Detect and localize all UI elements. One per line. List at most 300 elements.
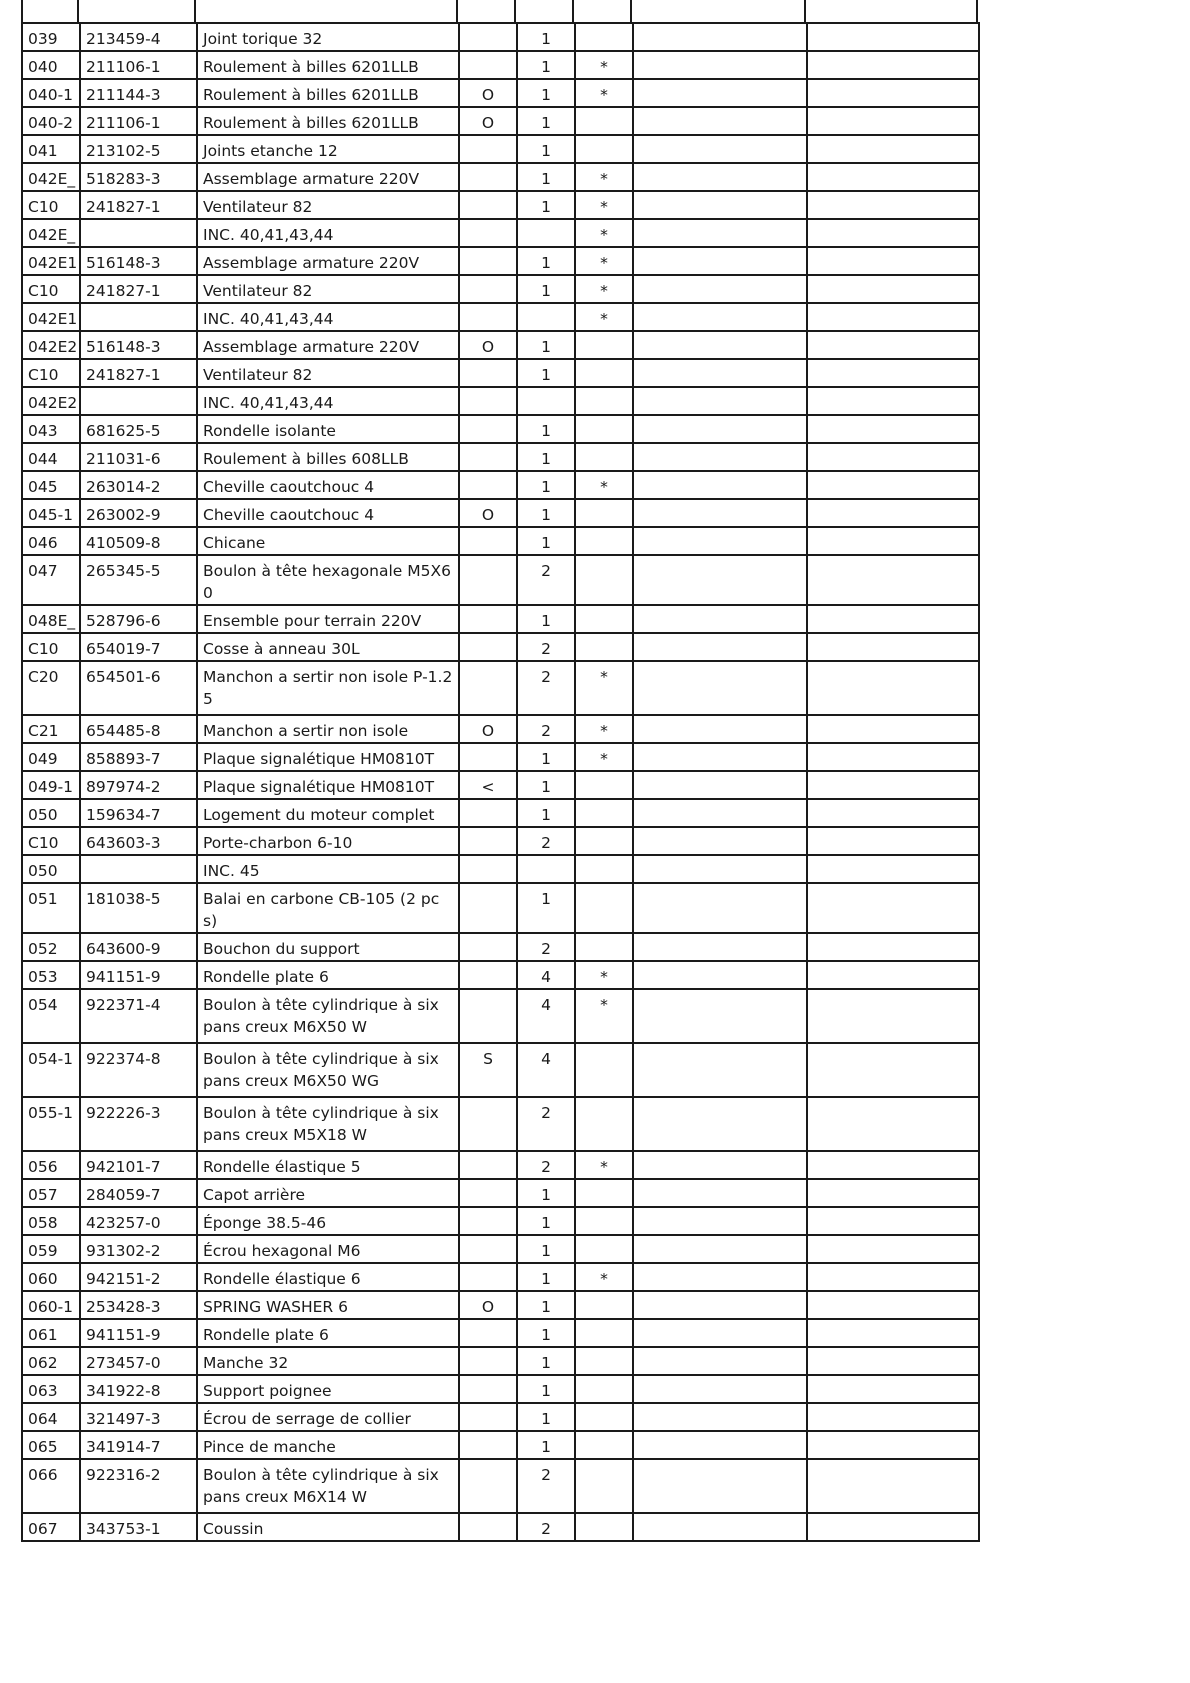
blank-cell-1 (633, 443, 807, 471)
description-cell: Cosse à anneau 30L (197, 633, 459, 661)
part-number-cell (80, 303, 197, 331)
table-row (22, 989, 979, 1043)
part-number-cell: 343753-1 (80, 1513, 197, 1541)
mark-cell (575, 855, 633, 883)
quantity-cell: 1 (517, 443, 575, 471)
mark-cell (575, 633, 633, 661)
description-cell: Cheville caoutchouc 4 (197, 499, 459, 527)
blank-cell-2 (807, 191, 979, 219)
table-row (22, 135, 979, 163)
mark-cell: * (575, 79, 633, 107)
note-cell (459, 51, 517, 79)
blank-cell-2 (807, 135, 979, 163)
quantity-cell: 1 (517, 1263, 575, 1291)
table-row (22, 1291, 979, 1319)
table-row (22, 555, 979, 605)
table-row (22, 247, 979, 275)
item-number-cell: 040-1 (22, 79, 80, 107)
blank-cell-2 (807, 23, 979, 51)
table-row (22, 1403, 979, 1431)
table-row (22, 415, 979, 443)
mark-cell (575, 1097, 633, 1151)
blank-cell-1 (633, 1235, 807, 1263)
blank-cell-2 (807, 471, 979, 499)
note-cell (459, 933, 517, 961)
quantity-cell: 1 (517, 1431, 575, 1459)
blank-cell-2 (807, 799, 979, 827)
blank-cell-1 (633, 827, 807, 855)
blank-cell-1 (633, 743, 807, 771)
description-cell: Ensemble pour terrain 220V (197, 605, 459, 633)
table-row (22, 1043, 979, 1097)
description-cell: Roulement à billes 6201LLB (197, 79, 459, 107)
note-cell: O (459, 499, 517, 527)
blank-cell-1 (633, 1431, 807, 1459)
blank-cell-2 (807, 1179, 979, 1207)
blank-cell-1 (633, 771, 807, 799)
blank-cell-2 (807, 1235, 979, 1263)
quantity-cell: 1 (517, 79, 575, 107)
quantity-cell: 1 (517, 1291, 575, 1319)
blank-cell-2 (807, 1431, 979, 1459)
note-cell (459, 633, 517, 661)
part-number-cell: 265345-5 (80, 555, 197, 605)
quantity-cell (517, 303, 575, 331)
description-cell: Roulement à billes 6201LLB (197, 51, 459, 79)
mark-cell: * (575, 219, 633, 247)
description-cell: Rondelle élastique 5 (197, 1151, 459, 1179)
blank-cell-1 (633, 499, 807, 527)
blank-cell-1 (633, 247, 807, 275)
quantity-cell: 1 (517, 107, 575, 135)
blank-cell-2 (807, 605, 979, 633)
mark-cell (575, 1347, 633, 1375)
description-cell: Balai en carbone CB-105 (2 pcs) (197, 883, 459, 933)
description-cell: Plaque signalétique HM0810T (197, 743, 459, 771)
note-cell (459, 219, 517, 247)
note-cell: O (459, 1291, 517, 1319)
blank-cell-1 (633, 715, 807, 743)
table-row (22, 605, 979, 633)
item-number-cell: 042E2 (22, 387, 80, 415)
item-number-cell: 063 (22, 1375, 80, 1403)
part-number-cell: 241827-1 (80, 359, 197, 387)
blank-cell-2 (807, 933, 979, 961)
note-cell (459, 743, 517, 771)
mark-cell (575, 387, 633, 415)
table-row (22, 933, 979, 961)
table-row (22, 51, 979, 79)
mark-cell (575, 1043, 633, 1097)
blank-cell-2 (807, 1347, 979, 1375)
parts-list-sheet (21, 22, 978, 1542)
mark-cell (575, 799, 633, 827)
item-number-cell: 056 (22, 1151, 80, 1179)
mark-cell: * (575, 1151, 633, 1179)
quantity-cell (517, 855, 575, 883)
blank-cell-2 (807, 1513, 979, 1541)
quantity-cell: 2 (517, 1097, 575, 1151)
part-number-cell: 159634-7 (80, 799, 197, 827)
quantity-cell: 1 (517, 331, 575, 359)
note-cell: S (459, 1043, 517, 1097)
table-row (22, 1431, 979, 1459)
part-number-cell: 213459-4 (80, 23, 197, 51)
part-number-cell: 922374-8 (80, 1043, 197, 1097)
blank-cell-1 (633, 79, 807, 107)
mark-cell: * (575, 961, 633, 989)
table-row (22, 855, 979, 883)
table-row (22, 1235, 979, 1263)
quantity-cell: 4 (517, 961, 575, 989)
note-cell (459, 1097, 517, 1151)
item-number-cell: 067 (22, 1513, 80, 1541)
item-number-cell: 039 (22, 23, 80, 51)
quantity-cell: 2 (517, 661, 575, 715)
table-row (22, 771, 979, 799)
blank-cell-1 (633, 799, 807, 827)
description-cell: Ventilateur 82 (197, 191, 459, 219)
mark-cell (575, 1513, 633, 1541)
mark-cell (575, 1179, 633, 1207)
quantity-cell: 4 (517, 1043, 575, 1097)
blank-cell-1 (633, 555, 807, 605)
blank-cell-1 (633, 107, 807, 135)
quantity-cell: 1 (517, 743, 575, 771)
note-cell (459, 1347, 517, 1375)
mark-cell (575, 1459, 633, 1513)
blank-cell-1 (633, 51, 807, 79)
part-number-cell: 263014-2 (80, 471, 197, 499)
blank-cell-2 (807, 743, 979, 771)
blank-cell-2 (807, 1151, 979, 1179)
part-number-cell: 241827-1 (80, 191, 197, 219)
description-cell: Assemblage armature 220V (197, 331, 459, 359)
description-cell: Joint torique 32 (197, 23, 459, 51)
item-number-cell: 065 (22, 1431, 80, 1459)
quantity-cell (517, 387, 575, 415)
table-row (22, 827, 979, 855)
part-number-cell (80, 387, 197, 415)
quantity-cell: 1 (517, 163, 575, 191)
blank-cell-2 (807, 303, 979, 331)
part-number-cell: 341914-7 (80, 1431, 197, 1459)
blank-cell-2 (807, 1375, 979, 1403)
description-cell: Rondelle élastique 6 (197, 1263, 459, 1291)
mark-cell: * (575, 1263, 633, 1291)
description-cell: Joints etanche 12 (197, 135, 459, 163)
quantity-cell: 1 (517, 275, 575, 303)
description-cell: Ventilateur 82 (197, 275, 459, 303)
note-cell (459, 303, 517, 331)
table-row (22, 883, 979, 933)
description-cell: INC. 40,41,43,44 (197, 219, 459, 247)
item-number-cell: C10 (22, 359, 80, 387)
item-number-cell: 049-1 (22, 771, 80, 799)
part-number-cell: 858893-7 (80, 743, 197, 771)
quantity-cell: 1 (517, 605, 575, 633)
note-cell (459, 605, 517, 633)
note-cell (459, 415, 517, 443)
note-cell (459, 1431, 517, 1459)
note-cell (459, 247, 517, 275)
item-number-cell: 043 (22, 415, 80, 443)
description-cell: Coussin (197, 1513, 459, 1541)
note-cell (459, 989, 517, 1043)
mark-cell: * (575, 743, 633, 771)
mark-cell: * (575, 661, 633, 715)
part-number-cell (80, 855, 197, 883)
description-cell: Écrou de serrage de collier (197, 1403, 459, 1431)
table-row (22, 743, 979, 771)
quantity-cell: 1 (517, 359, 575, 387)
quantity-cell: 1 (517, 883, 575, 933)
blank-cell-1 (633, 1291, 807, 1319)
part-number-cell: 321497-3 (80, 1403, 197, 1431)
part-number-cell: 241827-1 (80, 275, 197, 303)
quantity-cell: 1 (517, 499, 575, 527)
blank-cell-2 (807, 107, 979, 135)
item-number-cell: 053 (22, 961, 80, 989)
table-row (22, 443, 979, 471)
description-cell: Boulon à tête hexagonale M5X60 (197, 555, 459, 605)
quantity-cell: 2 (517, 715, 575, 743)
quantity-cell: 1 (517, 771, 575, 799)
part-number-cell: 253428-3 (80, 1291, 197, 1319)
blank-cell-1 (633, 933, 807, 961)
note-cell (459, 1459, 517, 1513)
blank-cell-1 (633, 415, 807, 443)
description-cell: Roulement à billes 608LLB (197, 443, 459, 471)
blank-cell-1 (633, 855, 807, 883)
blank-cell-2 (807, 79, 979, 107)
part-number-cell: 941151-9 (80, 961, 197, 989)
mark-cell (575, 359, 633, 387)
quantity-cell: 1 (517, 23, 575, 51)
note-cell (459, 1235, 517, 1263)
quantity-cell: 1 (517, 1235, 575, 1263)
description-cell: Plaque signalétique HM0810T (197, 771, 459, 799)
item-number-cell: 044 (22, 443, 80, 471)
item-number-cell: 060 (22, 1263, 80, 1291)
description-cell: Manche 32 (197, 1347, 459, 1375)
table-row (22, 303, 979, 331)
blank-cell-2 (807, 51, 979, 79)
blank-cell-1 (633, 1375, 807, 1403)
note-cell (459, 387, 517, 415)
item-number-cell: 048E_ (22, 605, 80, 633)
item-number-cell: 066 (22, 1459, 80, 1513)
part-number-cell: 643600-9 (80, 933, 197, 961)
table-row (22, 387, 979, 415)
table-row (22, 359, 979, 387)
item-number-cell: 057 (22, 1179, 80, 1207)
description-cell: Chicane (197, 527, 459, 555)
blank-cell-1 (633, 1513, 807, 1541)
blank-cell-2 (807, 771, 979, 799)
table-row (22, 331, 979, 359)
table-row (22, 661, 979, 715)
blank-cell-1 (633, 605, 807, 633)
part-number-cell: 181038-5 (80, 883, 197, 933)
description-cell: SPRING WASHER 6 (197, 1291, 459, 1319)
mark-cell (575, 1375, 633, 1403)
table-row (22, 1375, 979, 1403)
blank-cell-2 (807, 883, 979, 933)
blank-cell-1 (633, 1151, 807, 1179)
blank-cell-2 (807, 331, 979, 359)
quantity-cell: 1 (517, 191, 575, 219)
mark-cell (575, 771, 633, 799)
table-row (22, 471, 979, 499)
note-cell: O (459, 79, 517, 107)
table-row (22, 1513, 979, 1541)
part-number-cell: 263002-9 (80, 499, 197, 527)
table-row (22, 1319, 979, 1347)
part-number-cell: 211031-6 (80, 443, 197, 471)
description-cell: Boulon à tête cylindrique à six pans creux M6X50 W (197, 989, 459, 1043)
mark-cell (575, 1319, 633, 1347)
note-cell (459, 443, 517, 471)
blank-cell-2 (807, 527, 979, 555)
item-number-cell: 060-1 (22, 1291, 80, 1319)
mark-cell: * (575, 51, 633, 79)
blank-cell-1 (633, 1263, 807, 1291)
note-cell (459, 661, 517, 715)
table-row (22, 163, 979, 191)
part-number-cell: 922226-3 (80, 1097, 197, 1151)
description-cell: Éponge 38.5-46 (197, 1207, 459, 1235)
note-cell (459, 1207, 517, 1235)
item-number-cell: 052 (22, 933, 80, 961)
blank-cell-1 (633, 387, 807, 415)
item-number-cell: 054-1 (22, 1043, 80, 1097)
blank-cell-2 (807, 661, 979, 715)
mark-cell (575, 331, 633, 359)
table-row (22, 219, 979, 247)
description-cell: INC. 40,41,43,44 (197, 303, 459, 331)
table-row (22, 633, 979, 661)
blank-cell-2 (807, 989, 979, 1043)
table-row (22, 191, 979, 219)
item-number-cell: 042E2 (22, 331, 80, 359)
part-number-cell: 516148-3 (80, 247, 197, 275)
blank-cell-1 (633, 1043, 807, 1097)
item-number-cell: 042E_ (22, 163, 80, 191)
note-cell: O (459, 331, 517, 359)
description-cell: Rondelle isolante (197, 415, 459, 443)
blank-cell-1 (633, 1403, 807, 1431)
blank-cell-1 (633, 633, 807, 661)
blank-cell-1 (633, 135, 807, 163)
part-number-cell: 528796-6 (80, 605, 197, 633)
note-cell: O (459, 715, 517, 743)
blank-cell-2 (807, 855, 979, 883)
item-number-cell: 045 (22, 471, 80, 499)
description-cell: Capot arrière (197, 1179, 459, 1207)
description-cell: Boulon à tête cylindrique à six pans creux M6X50 WG (197, 1043, 459, 1097)
note-cell (459, 855, 517, 883)
mark-cell (575, 1403, 633, 1431)
description-cell: Assemblage armature 220V (197, 247, 459, 275)
blank-cell-1 (633, 1179, 807, 1207)
mark-cell: * (575, 191, 633, 219)
quantity-cell: 1 (517, 471, 575, 499)
quantity-cell: 1 (517, 1207, 575, 1235)
mark-cell (575, 605, 633, 633)
mark-cell (575, 107, 633, 135)
blank-cell-1 (633, 191, 807, 219)
quantity-cell: 2 (517, 1151, 575, 1179)
blank-cell-2 (807, 1263, 979, 1291)
mark-cell (575, 499, 633, 527)
blank-cell-1 (633, 331, 807, 359)
table-row (22, 107, 979, 135)
part-number-cell: 284059-7 (80, 1179, 197, 1207)
part-number-cell: 931302-2 (80, 1235, 197, 1263)
table-row (22, 1151, 979, 1179)
mark-cell: * (575, 715, 633, 743)
note-cell (459, 827, 517, 855)
quantity-cell: 2 (517, 555, 575, 605)
blank-cell-2 (807, 1207, 979, 1235)
note-cell (459, 1319, 517, 1347)
description-cell: Manchon a sertir non isole (197, 715, 459, 743)
quantity-cell: 1 (517, 1179, 575, 1207)
quantity-cell: 1 (517, 247, 575, 275)
mark-cell: * (575, 163, 633, 191)
blank-cell-2 (807, 219, 979, 247)
table-row (22, 1207, 979, 1235)
description-cell: Manchon a sertir non isole P-1.2 5 (197, 661, 459, 715)
mark-cell (575, 443, 633, 471)
note-cell (459, 191, 517, 219)
blank-cell-1 (633, 1347, 807, 1375)
mark-cell (575, 527, 633, 555)
blank-cell-2 (807, 1097, 979, 1151)
mark-cell: * (575, 303, 633, 331)
mark-cell (575, 415, 633, 443)
part-number-cell: 341922-8 (80, 1375, 197, 1403)
blank-cell-1 (633, 303, 807, 331)
part-number-cell: 273457-0 (80, 1347, 197, 1375)
item-number-cell: 046 (22, 527, 80, 555)
mark-cell (575, 1235, 633, 1263)
note-cell (459, 1179, 517, 1207)
part-number-cell: 654501-6 (80, 661, 197, 715)
note-cell (459, 163, 517, 191)
blank-cell-1 (633, 883, 807, 933)
table-row (22, 1179, 979, 1207)
blank-cell-2 (807, 247, 979, 275)
blank-cell-1 (633, 1319, 807, 1347)
blank-cell-2 (807, 1403, 979, 1431)
quantity-cell: 2 (517, 633, 575, 661)
note-cell (459, 1375, 517, 1403)
mark-cell (575, 1431, 633, 1459)
item-number-cell: 064 (22, 1403, 80, 1431)
part-number-cell: 654019-7 (80, 633, 197, 661)
blank-cell-2 (807, 443, 979, 471)
mark-cell (575, 135, 633, 163)
blank-cell-2 (807, 1291, 979, 1319)
blank-cell-1 (633, 1459, 807, 1513)
description-cell: Ventilateur 82 (197, 359, 459, 387)
part-number-cell: 922371-4 (80, 989, 197, 1043)
item-number-cell: 061 (22, 1319, 80, 1347)
description-cell: INC. 45 (197, 855, 459, 883)
quantity-cell: 2 (517, 1513, 575, 1541)
